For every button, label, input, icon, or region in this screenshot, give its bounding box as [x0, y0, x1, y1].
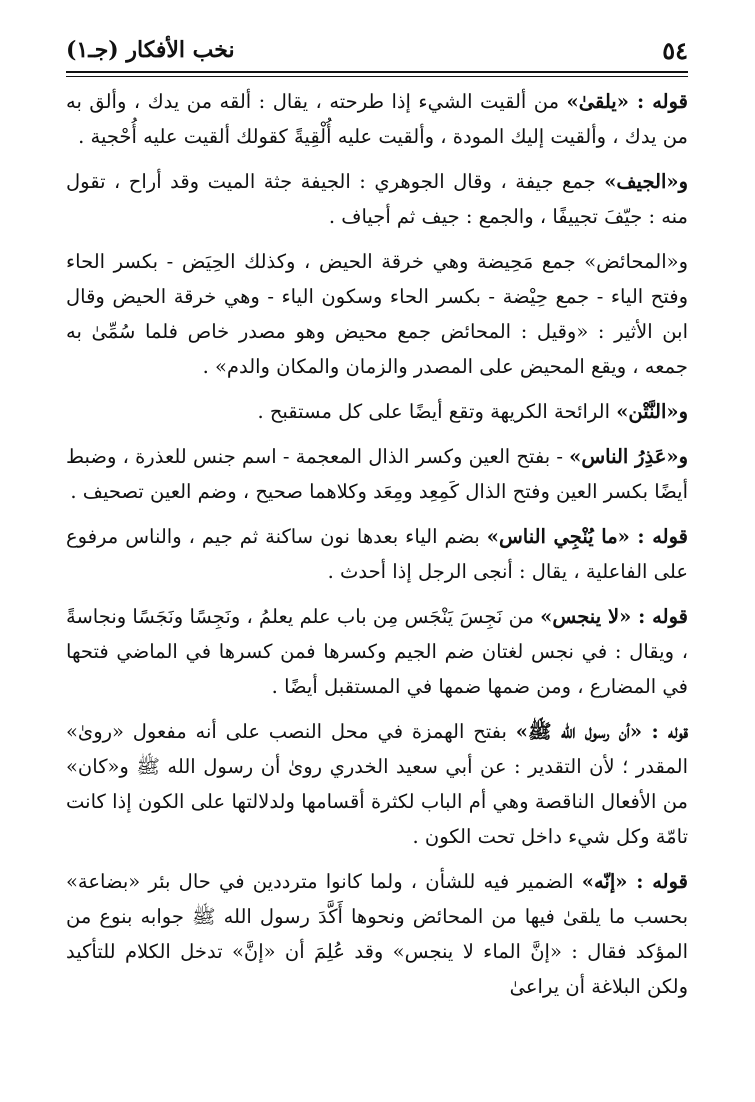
paragraph-lead: قوله : «ما يُنْجِي الناس» [486, 525, 688, 548]
paragraph-lead: و«عَذِرُ الناس» [569, 445, 689, 468]
running-header [66, 30, 688, 70]
paragraph-text: الرائحة الكريهة وتقع أيضًا على كل مستقبح . [257, 400, 617, 423]
paragraph-lead: و«النَّتْن» [616, 400, 688, 423]
paragraph [66, 84, 688, 154]
paragraph-lead: قوله : «إنّه» [581, 870, 688, 893]
page-number: ٥٤ [662, 35, 688, 65]
paragraph-text: بفتح الهمزة في محل النصب على أنه مفعول «روىٰ» المقدر ؛ لأن التقدير : عن أبي سعيد الخدري روىٰ أن رسول الله ﷺ و«كان» من الأفعال الناقصة وهي أم الباب لكثرة أقسامها ولدلالتها على الكون إذا كانت تامّة وكل شيء داخل تحت الكون . [66, 720, 688, 848]
paragraph-text: جمع جيفة ، وقال الجوهري : الجيفة جثة الميت وقد أراح ، تقول منه : جيّفَ تجييفًا ، والجمع : جيف ثم أجياف . [66, 170, 688, 228]
paragraph-lead: و«الجيف» [604, 170, 688, 193]
paragraph [66, 714, 688, 854]
paragraph-text: الضمير فيه للشأن ، ولما كانوا مترددين في حال بئر «بضاعة» بحسب ما يلقىٰ فيها من المحائض ونحوها أَكَّدَ رسول الله ﷺ جوابه بنوع من المؤكد فقال : «إنَّ الماء لا ينجس» وقد عُلِمَ أن «إنَّ» تدخل الكلام للتأكيد ولكن البلاغة أن يراعىٰ [66, 870, 688, 998]
paragraph [66, 599, 688, 704]
paragraph-text: من نَجِسَ يَنْجَس مِن باب علم يعلمُ ، ونَجِسًا ونَجَسًا ونجاسةً ، ويقال : في نجس لغتان ضم الجيم وكسرها فمن كسرها في الماضي فتحها في المضارع ، ومن ضمها ضمها في المستقبل أيضًا . [66, 605, 688, 698]
paragraph-lead: قوله : «يلقىٰ» [566, 90, 688, 113]
paragraph-text: من ألقيت الشيء إذا طرحته ، يقال : ألقه من يدك ، وألق به من يدك ، وألقيت إليك المودة ، وألقيت عليه أُلْقِيةً كقولك ألقيت عليه أُحْجية . [66, 90, 688, 148]
paragraph [66, 439, 688, 509]
paragraph [66, 394, 688, 429]
paragraph [66, 164, 688, 234]
paragraph [66, 864, 688, 1004]
paragraph-text: و«المحائض» جمع مَحِيضة وهي خرقة الحيض ، وكذلك الحِيَض - بكسر الحاء وفتح الياء - جمع حِيْضة - بكسر الحاء وسكون الياء - وهي خرقة الحيض وقال ابن الأثير : «وقيل : المحائض جمع محيض وهو مصدر خاص فلما سُمِّىٰ به جمعه ، ويقع المحيض على المصدر والزمان والمكان والدم» . [66, 250, 688, 378]
book-title: نخب الأفكار (جـ١) [66, 37, 235, 63]
paragraph-text: - بفتح العين وكسر الذال المعجمة - اسم جنس للعذرة ، وضبط أيضًا بكسر العين وفتح الذال كَمِعِد ومِعَد وكلاهما صحيح ، وضم العين تصحيف . [66, 445, 688, 503]
paragraph [66, 244, 688, 384]
header-rule [66, 71, 688, 77]
paragraph-lead: قوله : «لا ينجس» [540, 605, 688, 628]
paragraph-text: بضم الياء بعدها نون ساكنة ثم جيم ، والناس مرفوع على الفاعلية ، يقال : أنجى الرجل إذا أحدث . [66, 525, 688, 583]
paragraph-lead: قوله : «أن رسول الله ﷺ» [515, 720, 688, 743]
paragraph [66, 519, 688, 589]
main-text [66, 84, 688, 1004]
